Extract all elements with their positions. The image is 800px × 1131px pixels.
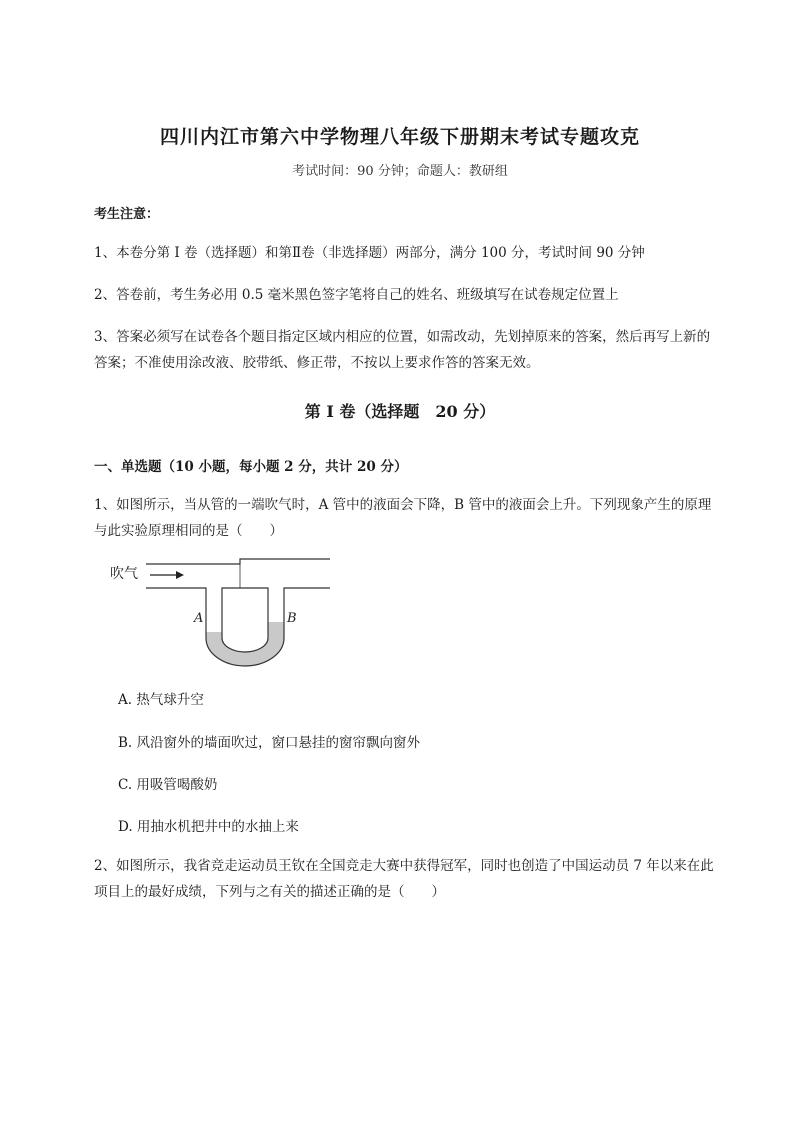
option-a: A. 热气球升空 (118, 692, 204, 708)
arrow-head-icon (176, 571, 184, 579)
tube-a-label: A (194, 611, 204, 626)
u-tube-figure (110, 558, 340, 674)
page-title: 四川内江市第六中学物理八年级下册期末考试专题攻克 (159, 126, 640, 148)
pipe-bottom-wall-right (284, 588, 330, 606)
pipe-bottom-wall-middle (222, 588, 268, 606)
option-b: B. 风沿窗外的墙面吹过，窗口悬挂的窗帘飘向窗外 (118, 735, 421, 751)
tube-b-label: B (287, 611, 297, 626)
notice-item: 1、本卷分第 I 卷（选择题）和第Ⅱ卷（非选择题）两部分，满分 100 分，考试时间 90 分钟 (94, 245, 645, 261)
notice-item: 2、答卷前，考生务必用 0.5 毫米黑色签字笔将自己的姓名、班级填写在试卷规定位置上 (94, 287, 619, 303)
section-title: 第 I 卷（选择题 20 分） (304, 402, 496, 421)
notice-heading: 考生注意： (94, 207, 160, 222)
u-tube-inner (222, 606, 268, 652)
exam-meta: 考试时间：90 分钟；命题人：教研组 (292, 164, 508, 179)
option-c: C. 用吸管喝酸奶 (118, 777, 218, 793)
u-tube-diagram (110, 558, 340, 670)
pipe-top-wall (146, 559, 330, 564)
question-2-text: 2、如图所示，我省竞走运动员王钦在全国竞走大赛中获得冠军，同时也创造了中国运动员 7 年以来在此项目上的最好成绩，下列与之有关的描述正确的是（ ） (94, 858, 714, 900)
part-heading: 一、单选题（10 小题，每小题 2 分，共计 20 分） (94, 459, 408, 475)
pipe-bottom-wall-left (146, 588, 206, 606)
blow-label: 吹气 (110, 566, 138, 582)
question-1-text: 1、如图所示，当从管的一端吹气时，A 管中的液面会下降，B 管中的液面会上升。下列现象产生的原理与此实验原理相同的是（ ） (94, 497, 712, 539)
notice-item: 3、答案必须写在试卷各个题目指定区域内相应的位置，如需改动，先划掉原来的答案，然后再写上新的答案；不准使用涂改液、胶带纸、修正带，不按以上要求作答的答案无效。 (94, 329, 711, 371)
liquid (206, 622, 284, 666)
option-d: D. 用抽水机把井中的水抽上来 (118, 819, 299, 835)
